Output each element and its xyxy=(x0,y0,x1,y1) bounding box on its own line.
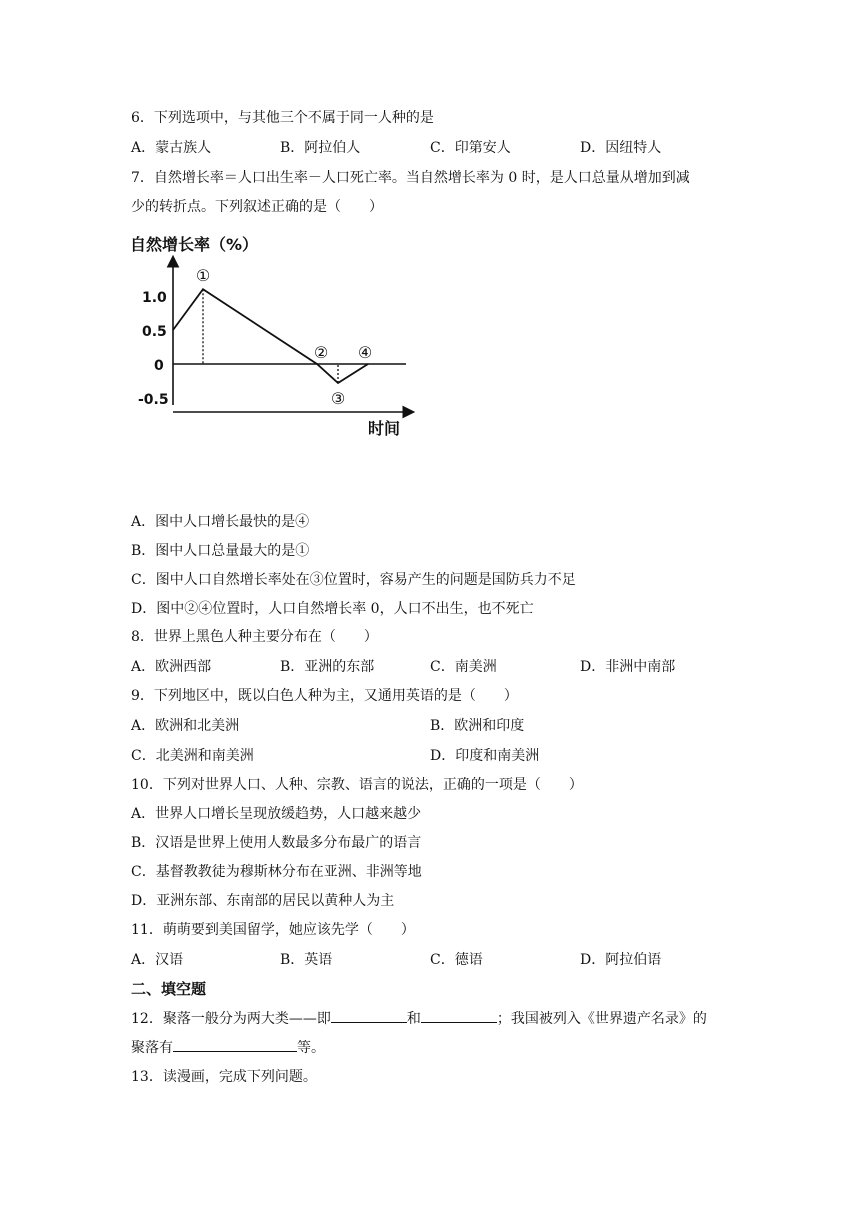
q7-stem-line2: 少的转折点。下列叙述正确的是（ ） xyxy=(131,199,383,215)
growth-rate-chart xyxy=(120,230,420,442)
q12-text-5: 等。 xyxy=(297,1040,325,1056)
q11-option-b: B．英语 xyxy=(280,952,333,968)
q8-stem: 8．世界上黑色人种主要分布在（ ） xyxy=(131,629,378,645)
q9-option-c: C．北美洲和南美洲 xyxy=(131,748,254,764)
y-tick-label-0-5: 0.5 xyxy=(142,324,167,340)
q10-option-d: D．亚洲东部、东南部的居民以黄种人为主 xyxy=(131,893,395,909)
annotation-marker-2: ② xyxy=(313,343,329,362)
section-heading-fill-in: 二、填空题 xyxy=(131,980,207,998)
q8-option-c: C．南美洲 xyxy=(430,659,497,675)
q12-blank-3[interactable] xyxy=(173,1037,297,1052)
q6-option-d: D．因纽特人 xyxy=(580,140,662,156)
q7-stem-line1: 7．自然增长率＝人口出生率－人口死亡率。当自然增长率为 0 时，是人口总量从增加到减 xyxy=(131,170,690,186)
q10-option-b: B．汉语是世界上使用人数最多分布最广的语言 xyxy=(131,835,422,851)
q12-text-2: 和 xyxy=(406,1011,421,1027)
q11-option-c: C．德语 xyxy=(430,952,483,968)
q6-option-b: B．阿拉伯人 xyxy=(280,140,361,156)
q9-option-b: B．欧洲和印度 xyxy=(430,718,525,734)
q9-option-a: A．欧洲和北美洲 xyxy=(131,718,240,734)
q12-text-3: ；我国被列入《世界遗产名录》的 xyxy=(496,1011,707,1027)
q8-option-b: B．亚洲的东部 xyxy=(280,659,375,675)
q6-option-a: A．蒙古族人 xyxy=(131,140,212,156)
annotation-marker-1: ① xyxy=(195,266,211,286)
annotation-marker-4: ④ xyxy=(357,343,373,362)
y-axis-label: 自然增长率（%） xyxy=(130,235,259,254)
y-tick-label-neg-0-5: -0.5 xyxy=(138,392,169,408)
q7-option-b: B．图中人口总量最大的是① xyxy=(131,543,310,559)
q10-option-a: A．世界人口增长呈现放缓趋势，人口越来越少 xyxy=(131,806,422,822)
q7-option-c: C．图中人口自然增长率处在③位置时，容易产生的问题是国防兵力不足 xyxy=(131,572,576,588)
annotation-marker-3: ③ xyxy=(330,389,346,409)
series-line xyxy=(173,289,368,383)
q13-stem: 13．读漫画，完成下列问题。 xyxy=(131,1069,317,1085)
q7-option-a: A．图中人口增长最快的是④ xyxy=(131,514,310,530)
q12-line1 xyxy=(131,1008,707,1029)
y-tick-label-1-0: 1.0 xyxy=(142,290,167,306)
q12-blank-1[interactable] xyxy=(331,1008,407,1023)
q8-option-a: A．欧洲西部 xyxy=(131,659,212,675)
q10-stem: 10．下列对世界人口、人种、宗教、语言的说法，正确的一项是（ ） xyxy=(131,777,583,793)
q9-option-d: D．印度和南美洲 xyxy=(430,748,540,764)
y-tick-label-0: 0 xyxy=(154,358,164,374)
x-axis-label: 时间 xyxy=(368,419,401,438)
q12-text-4: 聚落有 xyxy=(131,1040,173,1056)
q11-option-d: D．阿拉伯语 xyxy=(580,952,662,968)
q6-option-c: C．印第安人 xyxy=(430,140,511,156)
q12-line2 xyxy=(131,1037,325,1058)
q6-stem: 6．下列选项中，与其他三个不属于同一人种的是 xyxy=(131,110,434,126)
q11-stem: 11．萌萌要到美国留学，她应该先学（ ） xyxy=(131,922,415,938)
q9-stem: 9．下列地区中，既以白色人种为主，又通用英语的是（ ） xyxy=(131,688,518,704)
q8-option-d: D．非洲中南部 xyxy=(580,659,676,675)
q7-option-d: D．图中②④位置时，人口自然增长率 0，人口不出生，也不死亡 xyxy=(131,601,534,617)
q10-option-c: C．基督教教徒为穆斯林分布在亚洲、非洲等地 xyxy=(131,864,422,880)
q12-text-1: 12．聚落一般分为两大类——即 xyxy=(131,1011,331,1027)
q11-option-a: A．汉语 xyxy=(131,952,184,968)
q12-blank-2[interactable] xyxy=(421,1008,497,1023)
